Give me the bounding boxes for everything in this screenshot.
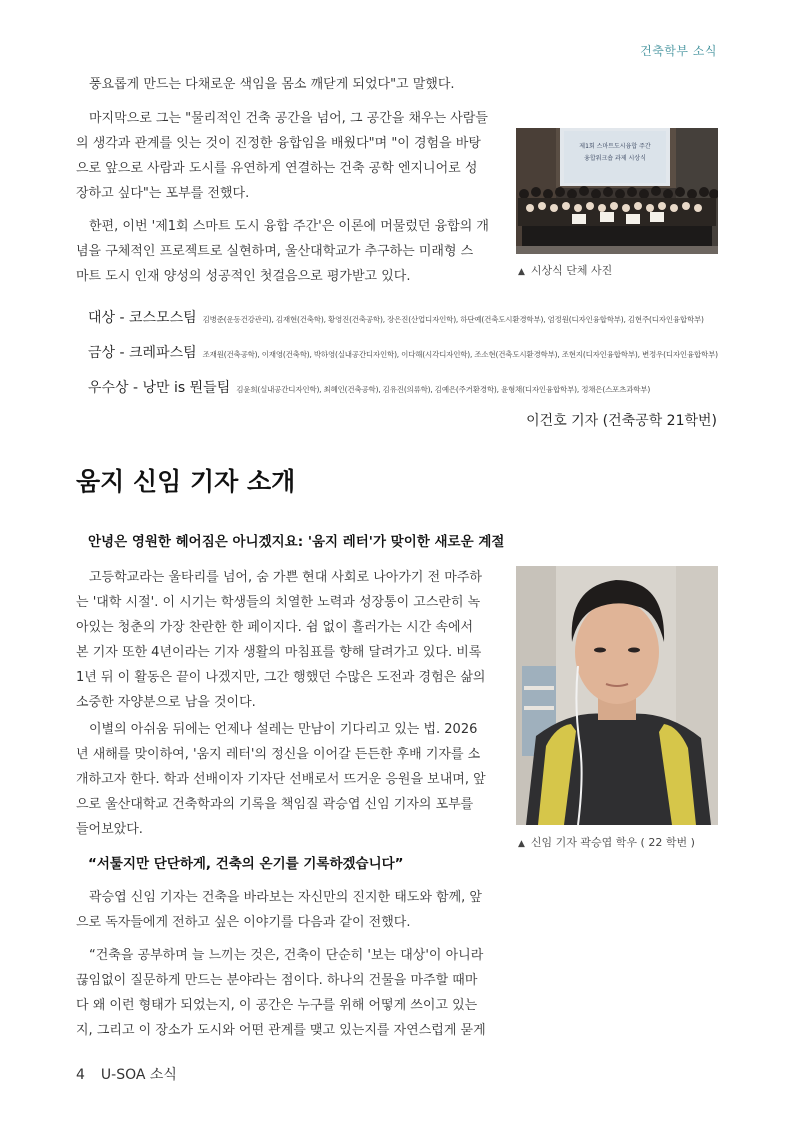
text-line: 이별의 아쉬움 뒤에는 언제나 설레는 만남이 기다리고 있는 법. 2026 bbox=[89, 722, 478, 737]
text-line: 소중한 자양분으로 남을 것이다. bbox=[76, 695, 256, 710]
award-title: 우수상 - 낭만 is 뭔들팀 bbox=[88, 380, 231, 396]
page-footer bbox=[76, 1064, 177, 1084]
text-line: 마트 도시 인재 양성의 성공적인 첫걸음으로 평가받고 있다. bbox=[76, 269, 411, 284]
caption-triangle-icon: ▲ bbox=[518, 839, 525, 849]
paragraph-reporter-quote bbox=[76, 943, 498, 1043]
portrait-photo-caption bbox=[518, 834, 695, 850]
text-line: 1년 뒤 이 활동은 끝이 나겠지만, 그간 행했던 수많은 도전과 경험은 삶의 bbox=[76, 670, 486, 685]
text-line: 다 왜 이런 형태가 되었는지, 이 공간은 누구를 위해 어떻게 쓰이고 있는 bbox=[76, 998, 478, 1013]
text-line: 아있는 청춘의 가장 찬란한 한 페이지다. 쉼 없이 흘러가는 시간 속에서 bbox=[76, 620, 474, 635]
text-line: 개하고자 한다. 학과 선배이자 기자단 선배로서 뜨거운 응원을 보내며, 앞 bbox=[76, 772, 486, 787]
ceremony-group-photo bbox=[516, 128, 718, 254]
banner-line-2: 융합워크숍 과제 시상식 bbox=[584, 155, 646, 162]
text-line: 고등학교라는 울타리를 넘어, 숨 가쁜 현대 사회로 나아가기 전 마주하 bbox=[89, 570, 482, 585]
text-line: 본 기자 또한 4년이라는 기자 생활의 마침표를 향해 달려가고 있다. 비록 bbox=[76, 645, 482, 660]
text-line: 장하고 싶다"는 포부를 전했다. bbox=[76, 186, 250, 201]
award-members: 조재원(건축공학), 이재영(건축학), 박하영(실내공간디자인학), 이다해(시각디자인학), 조소현(건축도시환경학부), 조현지(디자인융합학부), 변정우(디자인융합학부) bbox=[202, 350, 718, 359]
award-members: 김윤희(실내공간디자인학), 최혜인(건축공학), 김유진(의류학), 김예은(주거환경학), 윤형채(디자인융합학부), 정채은(스포츠과학부) bbox=[236, 385, 651, 394]
paragraph-evaluation bbox=[76, 214, 498, 289]
text-line: 곽승엽 신임 기자는 건축을 바라보는 자신만의 진지한 태도와 함께, 앞 bbox=[89, 890, 482, 905]
award-gold-prize bbox=[88, 342, 718, 362]
text-line: “건축을 공부하며 늘 느끼는 것은, 건축이 단순히 '보는 대상'이 아니라 bbox=[89, 948, 484, 963]
paragraph-new-reporter-intro bbox=[76, 717, 498, 842]
caption-text: 시상식 단체 사진 bbox=[530, 264, 613, 277]
page-number: 4 bbox=[76, 1067, 85, 1083]
quote-subheading: “서툴지만 단단하게, 건축의 온기를 기록하겠습니다” bbox=[88, 856, 404, 872]
paragraph-final-quote bbox=[76, 106, 498, 206]
text-line: 는 '대학 시절'. 이 시기는 학생들의 치열한 노력과 성장통이 고스란히 녹 bbox=[76, 595, 481, 610]
article-headline: 움지 신임 기자 소개 bbox=[76, 467, 296, 496]
ceremony-photo-caption bbox=[518, 262, 612, 278]
paragraph-college-years bbox=[76, 565, 498, 715]
text-line: 풍요롭게 만드는 다채로운 색임을 몸소 깨닫게 되었다"고 말했다. bbox=[89, 77, 455, 92]
caption-triangle-icon: ▲ bbox=[518, 267, 525, 277]
award-grand-prize bbox=[88, 307, 704, 327]
caption-text: 신임 기자 곽승엽 학우 ( 22 학번 ) bbox=[530, 836, 695, 849]
text-line: 마지막으로 그는 "물리적인 건축 공간을 넘어, 그 공간을 채우는 사람들 bbox=[89, 111, 488, 126]
publication-name: U-SOA 소식 bbox=[100, 1067, 177, 1083]
banner-line-1: 제1회 스마트도시융합 주간 bbox=[579, 143, 651, 150]
text-line: 한편, 이번 '제1회 스마트 도시 융합 주간'은 이론에 머물렀던 융합의 개 bbox=[89, 219, 489, 234]
paragraph-intro bbox=[76, 72, 716, 97]
award-excellence-prize bbox=[88, 377, 650, 397]
text-line: 으로 울산대학교 건축학과의 기록을 책임질 곽승엽 신임 기자의 포부를 bbox=[76, 797, 474, 812]
award-members: 김병준(운동건강관리), 김재현(건축학), 황영진(건축공학), 장은진(산업디자인학), 하단예(건축도시환경학부), 엄정원(디자인융합학부), 김현주(디자인융합학부) bbox=[202, 315, 704, 324]
text-line: 끊임없이 질문하게 만드는 분야라는 점이다. 하나의 건물을 마주할 때마 bbox=[76, 973, 478, 988]
text-line: 으로 앞으로 사람과 도시를 유연하게 연결하는 건축 공학 엔지니어로 성 bbox=[76, 161, 478, 176]
award-title: 금상 - 크레파스팀 bbox=[88, 345, 197, 361]
reporter-byline: 이건호 기자 (건축공학 21학번) bbox=[526, 413, 717, 429]
new-reporter-portrait bbox=[516, 566, 718, 825]
text-line: 년 새해를 맞이하여, '움지 레터'의 정신을 이어갈 든든한 후배 기자를 소 bbox=[76, 747, 481, 762]
text-line: 들어보았다. bbox=[76, 822, 143, 837]
paragraph-reporter-attitude bbox=[76, 885, 498, 935]
article-subheading: 안녕은 영원한 헤어짐은 아니겠지요: '움지 레터'가 맞이한 새로운 계절 bbox=[88, 534, 505, 550]
text-line: 의 생각과 관계를 잇는 것이 진정한 융합임을 배웠다"며 "이 경험을 바탕 bbox=[76, 136, 481, 151]
section-tag: 건축학부 소식 bbox=[640, 44, 717, 58]
text-line: 지, 그리고 이 장소가 도시와 어떤 관계를 맺고 있는지를 자연스럽게 묻게 bbox=[76, 1023, 486, 1038]
award-title: 대상 - 코스모스팀 bbox=[88, 310, 197, 326]
text-line: 념을 구체적인 프로젝트로 실현하며, 울산대학교가 추구하는 미래형 스 bbox=[76, 244, 474, 259]
text-line: 으로 독자들에게 전하고 싶은 이야기를 다음과 같이 전했다. bbox=[76, 915, 411, 930]
